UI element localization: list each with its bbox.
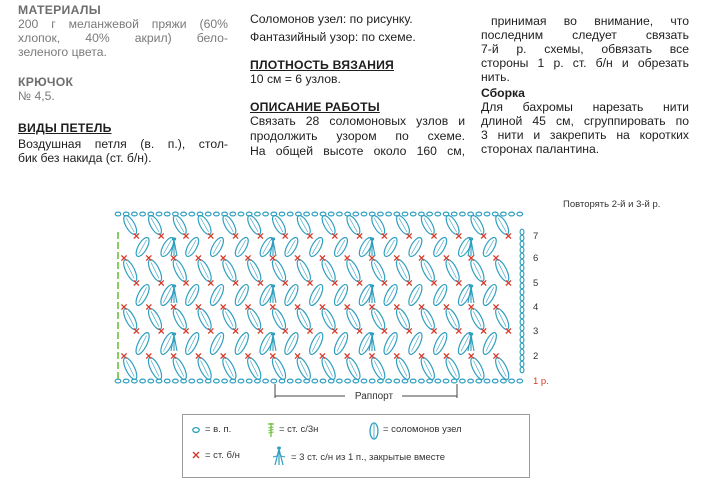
chain-stitch xyxy=(222,379,228,383)
knot-stem xyxy=(325,311,333,326)
chain-stitch xyxy=(328,212,334,216)
knot-stem xyxy=(151,311,159,326)
cluster-top xyxy=(271,237,275,240)
knot-stem xyxy=(225,218,233,232)
knot-stem xyxy=(287,287,295,302)
knot-stem xyxy=(312,336,320,352)
chain-stitch xyxy=(520,337,524,343)
knot-stem xyxy=(473,361,481,377)
knot-stem xyxy=(151,218,159,232)
chain-stitch xyxy=(140,212,146,216)
row-numbers xyxy=(533,231,549,387)
knot-stem xyxy=(287,336,295,352)
chain-stitch xyxy=(520,325,524,331)
chain-stitch xyxy=(435,212,441,216)
chain-stitch xyxy=(337,212,343,216)
chain-stitch xyxy=(476,212,482,216)
cluster-top xyxy=(271,284,275,287)
knot-stem xyxy=(225,361,233,377)
work-line: На общей высоте около 160 см, xyxy=(250,144,465,158)
row-number: 5 xyxy=(533,278,539,289)
chain-stitch xyxy=(520,367,524,373)
knot-stem xyxy=(349,311,357,326)
materials-line: зеленого цвета. xyxy=(18,45,107,59)
knot-stem xyxy=(374,361,382,377)
knot-stem xyxy=(238,336,246,352)
materials-line: хлопок, 40% акрил) бело- xyxy=(18,31,228,45)
knot-stem xyxy=(225,311,233,326)
knot-stem xyxy=(201,361,209,377)
legend-chain-label: = в. п. xyxy=(205,424,232,435)
chain-stitch xyxy=(520,301,524,307)
row-number: 4 xyxy=(533,302,539,313)
cluster-top xyxy=(172,237,176,240)
knot-stem xyxy=(188,240,196,254)
knot-stem xyxy=(250,311,258,326)
chain-stitch xyxy=(520,259,524,265)
knot-stem xyxy=(176,218,184,232)
cluster-top xyxy=(172,332,176,335)
legend-cluster-label: = 3 ст. с/н из 1 п., закрытые вместе xyxy=(291,452,446,463)
cluster-top xyxy=(370,284,374,287)
knot-stem xyxy=(399,263,407,279)
cluster-top xyxy=(271,332,275,335)
knot-stem xyxy=(325,361,333,377)
repeat-note: Повторять 2-й и 3-й р. xyxy=(563,199,661,210)
cluster-top xyxy=(469,332,473,335)
chain-stitch xyxy=(419,379,425,383)
chain-stitch xyxy=(173,379,179,383)
knot-stem xyxy=(126,263,134,279)
knot-stem xyxy=(139,240,147,254)
assembly-heading: Сборка xyxy=(481,86,525,100)
chain-stitch xyxy=(468,379,474,383)
knot-stem xyxy=(163,240,171,254)
knot-stem xyxy=(362,336,370,352)
chain-stitch xyxy=(287,379,293,383)
knot-stem xyxy=(250,361,258,377)
knot-stem xyxy=(275,361,283,377)
chain-stitch xyxy=(435,379,441,383)
knot-stem xyxy=(387,287,395,302)
knot-stem xyxy=(486,336,494,352)
chain-stitch xyxy=(263,212,269,216)
stitches-line: Воздушная петля (в. п.), стол- xyxy=(18,137,228,151)
knot-stem xyxy=(213,240,221,254)
knot-stem xyxy=(176,263,184,279)
chain-stitch xyxy=(410,212,416,216)
rapport-label: Раппорт xyxy=(354,391,394,402)
chain-stitch xyxy=(361,379,367,383)
instr-line: последним следует связать xyxy=(481,28,689,42)
knot-stem xyxy=(126,311,134,326)
legend-box xyxy=(182,414,530,478)
chain-stitch xyxy=(115,212,121,216)
chain-stitch xyxy=(189,212,195,216)
legend-sc-icon xyxy=(193,452,199,458)
chain-stitch xyxy=(238,379,244,383)
knot-stem xyxy=(213,336,221,352)
knot-stem xyxy=(312,287,320,302)
chain-stitch xyxy=(271,379,277,383)
chain-stitch xyxy=(115,379,121,383)
chain-stitch xyxy=(337,379,343,383)
chain-stitch xyxy=(520,331,524,337)
row-number: 2 xyxy=(533,351,539,362)
instr-line: принимая во внимание, что xyxy=(491,14,689,28)
knot-stem xyxy=(362,240,370,254)
chain-stitch xyxy=(451,212,457,216)
knot-stem xyxy=(337,287,345,302)
knot-stem xyxy=(300,361,308,377)
chain-stitch xyxy=(520,271,524,277)
knot-stem xyxy=(374,263,382,279)
knot-stem xyxy=(263,240,271,254)
chain-stitch xyxy=(263,379,269,383)
knot-stem xyxy=(424,218,432,232)
knot-stem xyxy=(387,336,395,352)
knot-stem xyxy=(188,336,196,352)
chain-stitch xyxy=(205,212,211,216)
chain-stitch xyxy=(386,212,392,216)
knot-stem xyxy=(250,218,258,232)
knot-stem xyxy=(126,361,134,377)
knot-stem xyxy=(374,218,382,232)
chain-stitch xyxy=(238,212,244,216)
knot-stem xyxy=(461,287,469,302)
density-heading: ПЛОТНОСТЬ ВЯЗАНИЯ xyxy=(250,58,395,72)
knot-stem xyxy=(300,311,308,326)
knot-stem xyxy=(436,287,444,302)
hook-value: № 4,5. xyxy=(18,89,55,103)
knot-stem xyxy=(337,336,345,352)
chain-stitch xyxy=(520,235,524,241)
knot-stem xyxy=(263,336,271,352)
legend-chain-icon xyxy=(193,428,199,433)
knot-stem xyxy=(473,311,481,326)
chain-stitch xyxy=(501,212,507,216)
chain-stitch xyxy=(369,379,375,383)
knot-stem xyxy=(238,287,246,302)
chain-stitch xyxy=(520,319,524,325)
knot-stem xyxy=(263,287,271,302)
chain-stitch xyxy=(520,241,524,247)
chain-stitch xyxy=(410,379,416,383)
solomon-knot-line: Соломонов узел: по рисунку. xyxy=(250,12,413,26)
chain-stitch xyxy=(279,212,285,216)
chain-stitch xyxy=(132,212,138,216)
knot-stem xyxy=(238,240,246,254)
chain-stitch xyxy=(492,379,498,383)
chain-stitch xyxy=(345,379,351,383)
knot-stem xyxy=(486,287,494,302)
knot-stem xyxy=(300,218,308,232)
knot-stem xyxy=(473,218,481,232)
knot-stem xyxy=(498,361,506,377)
assembly-line: 3 нити и закрепить на коротких xyxy=(481,128,689,142)
chain-stitch xyxy=(164,379,170,383)
knot-stem xyxy=(176,311,184,326)
knot-stem xyxy=(399,361,407,377)
chain-stitch xyxy=(230,212,236,216)
knot-stem xyxy=(201,263,209,279)
legend-knot-icon xyxy=(370,423,378,439)
chain-stitch xyxy=(312,379,318,383)
knot-stem xyxy=(163,287,171,302)
knot-stem xyxy=(188,287,196,302)
knot-stem xyxy=(461,336,469,352)
chain-stitch xyxy=(520,295,524,301)
chain-stitch xyxy=(484,379,490,383)
materials-line: 200 г меланжевой пряжи (60% xyxy=(18,17,228,31)
knot-stem xyxy=(461,240,469,254)
knot-stem xyxy=(449,263,457,279)
knot-stem xyxy=(349,218,357,232)
chain-stitch xyxy=(140,379,146,383)
chain-stitch xyxy=(520,313,524,319)
knot-stem xyxy=(436,336,444,352)
stitches-heading: ВИДЫ ПЕТЕЛЬ xyxy=(18,121,112,135)
knot-stem xyxy=(362,287,370,302)
knot-stem xyxy=(399,218,407,232)
assembly-line: длиной 45 см, сгруппировать по xyxy=(481,114,689,128)
knot-stem xyxy=(176,361,184,377)
knot-stem xyxy=(449,218,457,232)
chain-stitch xyxy=(520,265,524,271)
legend-symbols xyxy=(183,415,529,477)
knot-stem xyxy=(387,240,395,254)
knot-stem xyxy=(275,218,283,232)
cluster-top xyxy=(370,332,374,335)
chain-stitch xyxy=(164,212,170,216)
chain-stitch xyxy=(189,379,195,383)
legend-cluster-icon xyxy=(273,447,285,466)
cluster-top xyxy=(370,237,374,240)
knot-stem xyxy=(151,361,159,377)
chain-stitch xyxy=(296,379,302,383)
knot-stem xyxy=(151,263,159,279)
legend-dc-label: = ст. с/3н xyxy=(279,424,319,435)
cluster-top xyxy=(469,237,473,240)
instr-line: стороны 1 р. ст. б/н и обрезать xyxy=(481,56,689,70)
knot-stem xyxy=(287,240,295,254)
knot-stem xyxy=(275,311,283,326)
density-value: 10 см = 6 узлов. xyxy=(250,72,341,86)
knot-stem xyxy=(498,263,506,279)
knot-stem xyxy=(201,311,209,326)
chain-stitch xyxy=(394,379,400,383)
chain-stitch xyxy=(460,212,466,216)
cluster-top xyxy=(172,284,176,287)
knot-stem xyxy=(473,263,481,279)
work-heading: ОПИСАНИЕ РАБОТЫ xyxy=(250,100,380,114)
work-line: Связать 28 соломоновых узлов и xyxy=(250,114,465,128)
knot-stem xyxy=(498,218,506,232)
knot-stem xyxy=(449,311,457,326)
row-number: 1 р. xyxy=(533,376,549,387)
fantasy-pattern-line: Фантазийный узор: по схеме. xyxy=(250,30,416,44)
knot-stem xyxy=(126,218,134,232)
chain-stitch xyxy=(520,283,524,289)
knot-stem xyxy=(275,263,283,279)
materials-heading: МАТЕРИАЛЫ xyxy=(18,3,101,17)
chain-stitch xyxy=(509,212,515,216)
chain-stitch xyxy=(312,212,318,216)
chain-stitch xyxy=(181,212,187,216)
knot-stem xyxy=(225,263,233,279)
chain-stitch xyxy=(517,212,523,216)
chain-stitch xyxy=(320,379,326,383)
cluster-top xyxy=(469,284,473,287)
work-line: продолжить узором по схеме. xyxy=(250,129,465,143)
knot-stem xyxy=(250,263,258,279)
chain-stitch xyxy=(520,349,524,355)
knot-stem xyxy=(163,336,171,352)
assembly-line: сторонах палантина. xyxy=(481,142,600,156)
knot-stem xyxy=(449,361,457,377)
chain-stitch xyxy=(361,212,367,216)
stitches-line: бик без накида (ст. б/н). xyxy=(18,151,152,165)
chain-stitch xyxy=(214,212,220,216)
chart-marks xyxy=(115,212,524,383)
chain-stitch xyxy=(214,379,220,383)
chain-stitch xyxy=(520,277,524,283)
chain-stitch xyxy=(520,307,524,313)
knot-stem xyxy=(312,240,320,254)
chain-stitch xyxy=(123,379,129,383)
row-number: 6 xyxy=(533,253,539,264)
chain-stitch xyxy=(520,361,524,367)
knot-stem xyxy=(486,240,494,254)
chain-stitch xyxy=(287,212,293,216)
chain-stitch xyxy=(520,289,524,295)
chain-stitch xyxy=(353,212,359,216)
chain-stitch xyxy=(520,343,524,349)
legend-sc-label: = ст. б/н xyxy=(205,450,240,461)
knot-stem xyxy=(349,263,357,279)
knot-stem xyxy=(498,311,506,326)
assembly-line: Для бахромы нарезать нити xyxy=(481,100,689,114)
chain-stitch xyxy=(378,212,384,216)
chain-stitch xyxy=(246,379,252,383)
knot-stem xyxy=(325,218,333,232)
knot-stem xyxy=(424,311,432,326)
knot-stem xyxy=(436,240,444,254)
knot-stem xyxy=(300,263,308,279)
knot-stem xyxy=(424,263,432,279)
knot-stem xyxy=(139,287,147,302)
chain-stitch xyxy=(402,212,408,216)
knot-stem xyxy=(411,336,419,352)
chain-stitch xyxy=(460,379,466,383)
chain-stitch xyxy=(520,253,524,259)
hook-heading: КРЮЧОК xyxy=(18,75,74,89)
row-number: 7 xyxy=(533,231,539,242)
chain-stitch xyxy=(304,212,310,216)
chain-stitch xyxy=(427,212,433,216)
chain-stitch xyxy=(197,379,203,383)
knot-stem xyxy=(139,336,147,352)
chain-stitch xyxy=(517,379,523,383)
legend-dc-icon xyxy=(268,423,274,437)
chain-stitch xyxy=(156,212,162,216)
knot-stem xyxy=(337,240,345,254)
knot-stem xyxy=(213,287,221,302)
chain-stitch xyxy=(520,355,524,361)
chain-stitch xyxy=(484,212,490,216)
chain-stitch xyxy=(255,212,261,216)
chain-stitch xyxy=(520,247,524,253)
knot-stem xyxy=(411,240,419,254)
chain-stitch xyxy=(386,379,392,383)
knot-stem xyxy=(424,361,432,377)
chain-stitch xyxy=(443,379,449,383)
row-number: 3 xyxy=(533,326,539,337)
knot-stem xyxy=(399,311,407,326)
chain-stitch xyxy=(509,379,515,383)
legend-knot-label: = соломонов узел xyxy=(383,424,462,435)
knot-stem xyxy=(325,263,333,279)
knot-stem xyxy=(201,218,209,232)
chain-stitch xyxy=(148,379,154,383)
knot-stem xyxy=(374,311,382,326)
knot-stem xyxy=(411,287,419,302)
instr-line: 7-й р. схемы, обвязать все xyxy=(481,42,689,56)
knot-stem xyxy=(349,361,357,377)
chain-stitch xyxy=(520,229,524,235)
instr-line: нить. xyxy=(481,70,510,84)
